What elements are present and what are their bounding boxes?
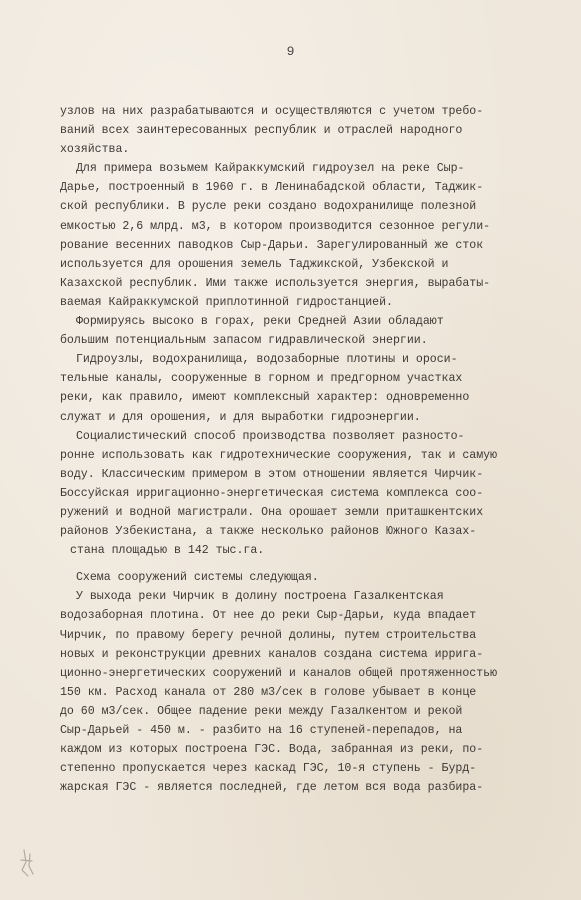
text-line: 150 км. Расход канала от 280 м3/сек в голове убывает в конце [60, 685, 477, 699]
text-line: Чирчик, по правому берегу речной долины, путем строительства [60, 628, 477, 642]
text-line: большим потенциальным запасом гидравлической энергии. [60, 334, 428, 348]
text-line: каждом из которых построена ГЭС. Вода, забранная из реки, по- [60, 743, 484, 757]
text-line: Боссуйская ирригационно-энергетическая система комплекса соо- [60, 486, 484, 500]
text-line: ционно-энергетических сооружений и каналов общей протяженностью [60, 666, 498, 680]
body-text [60, 102, 500, 797]
text-line: Формируясь высоко в горах, реки Средней Азии обладают [76, 315, 444, 329]
text-line: Гидроузлы, водохранилища, водозаборные плотины и ороси- [76, 353, 458, 367]
text-line: тельные каналы, сооруженные в горном и предгорном участках [60, 372, 463, 386]
text-line: Сыр-Дарьей - 450 м. - разбито на 16 ступеней-перепадов, на [60, 724, 463, 737]
text-line: рование весенних паводков Сыр-Дарьи. Зарегулированный же сток [60, 238, 484, 252]
page-number: 9 [286, 44, 295, 59]
text-line: реки, как правило, имеют комплексный характер: одновременно [60, 391, 470, 405]
text-line: Для примера возьмем Кайраккумский гидроузел на реке Сыр- [76, 162, 465, 176]
text-line: водозаборная плотина. От нее до реки Сыр-Дарьи, куда впадает [60, 609, 477, 623]
text-line: служат и для орошения, и для выработки гидроэнергии. [60, 410, 421, 424]
text-line: новых и реконструкции древних каналов создана система ирригa- [60, 647, 484, 661]
text-line: Дарье, построенный в 1960 г. в Ленинабадской области, Таджик- [60, 181, 484, 195]
text-line: ской республики. В русле реки создано водохранилище полезной [60, 200, 477, 214]
text-line: ружений и водной магистрали. Она орошает земли приташкентских [60, 505, 484, 519]
text-line: районов Узбекистана, а также несколько районов Южного Казах- [60, 525, 477, 539]
text-line: емкостью 2,6 млрд. м3, в котором производится сезонное регули- [60, 219, 491, 233]
text-line: ронне использовать как гидротехнические сооружения, так и самую [60, 448, 498, 462]
text-line: У выхода реки Чирчик в долину построена Газалкентская [76, 590, 444, 604]
text-line: Социалистический способ производства позволяет разносто- [76, 429, 465, 443]
text-line: жарская ГЭС - является последней, где летом вся вода разбира- [60, 781, 484, 795]
text-line: стана площадью в 142 тыс.га. [70, 544, 265, 558]
text-line: Схема сооружений системы следующая. [76, 571, 319, 585]
text-line: хозяйства. [60, 143, 130, 157]
text-line: используется для орошения земель Таджикской, Узбекской и [60, 257, 449, 271]
text-line: Казахской республик. Ими также используется энергия, вырабаты- [60, 276, 491, 290]
text-line: до 60 м3/сек. Общее падение реки между Газалкентом и рекой [60, 704, 463, 718]
text-line: узлов на них разрабатываются и осуществляются с учетом требо- [60, 105, 484, 118]
text-line: ваемая Кайраккумской приплотинной гидростанцией. [60, 295, 393, 309]
ink-smudge [18, 848, 40, 878]
text-line: воду. Классическим примером в этом отношении является Чирчик- [60, 467, 484, 481]
text-line: степенно пропускается через каскад ГЭС, 10-я ступень - Бурд- [60, 762, 477, 776]
text-line: ваний всех заинтересованных республик и отраслей народного [60, 124, 463, 138]
